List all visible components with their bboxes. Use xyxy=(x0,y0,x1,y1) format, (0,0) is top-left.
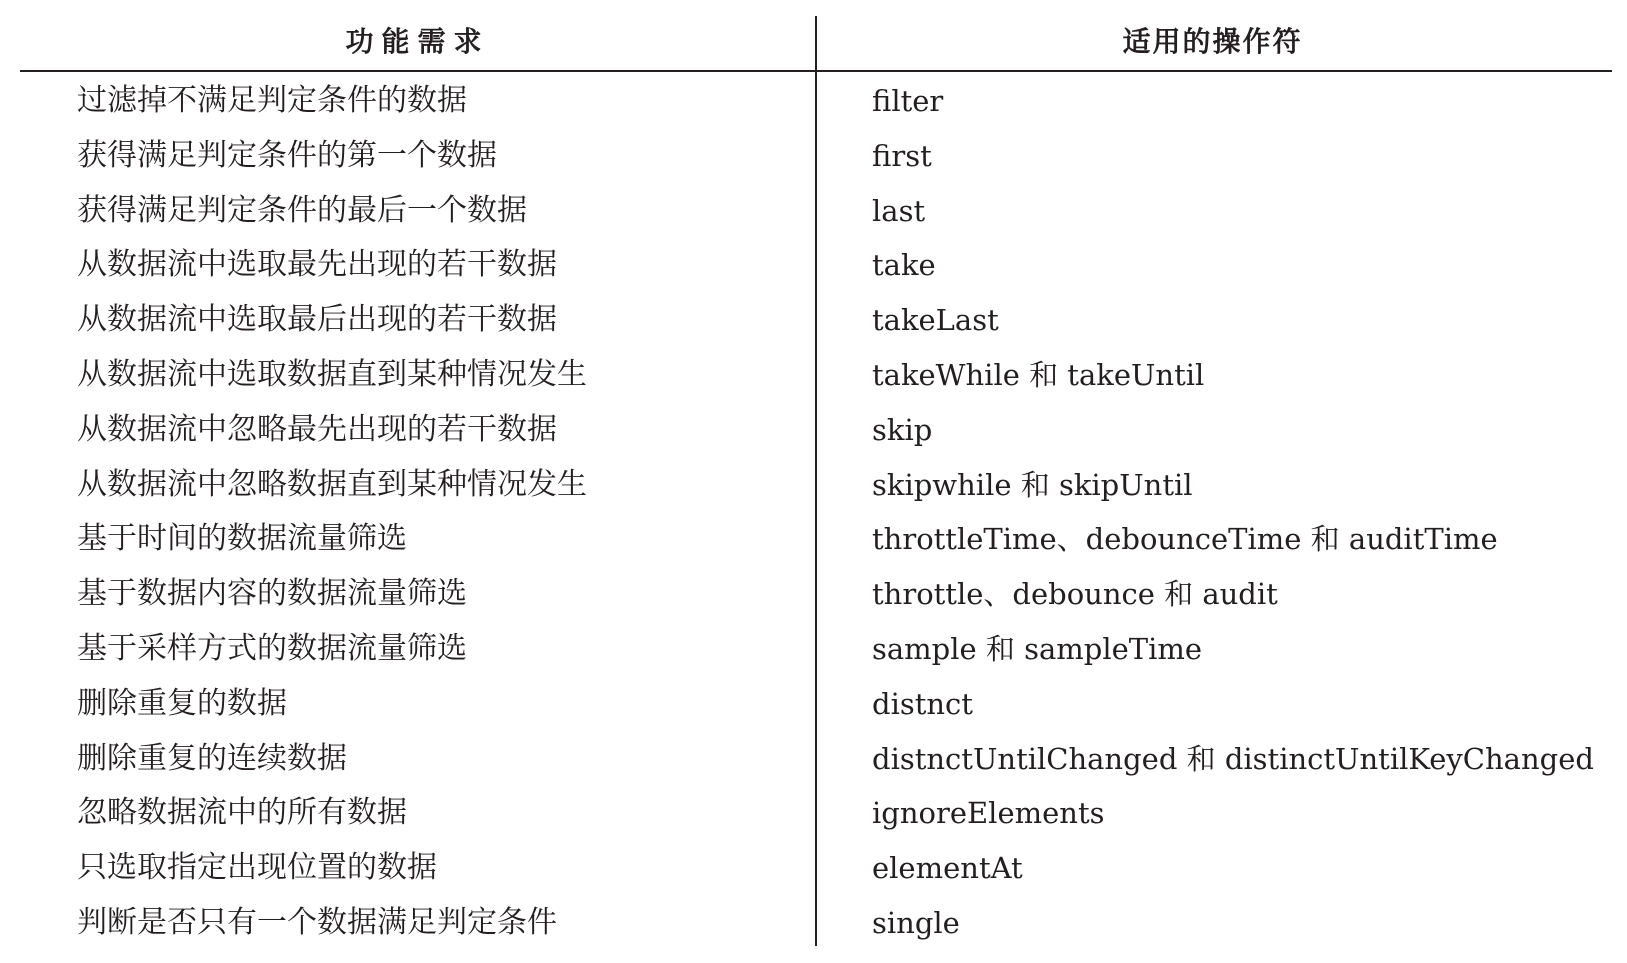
header-operator: 适用的操作符 xyxy=(1122,25,1303,58)
table-row xyxy=(0,731,1627,786)
table-row xyxy=(0,402,1627,457)
table-row xyxy=(0,785,1627,840)
requirement-cell: 过滤掉不满足判定条件的数据 xyxy=(77,83,467,118)
operator-cell: filter xyxy=(872,84,944,118)
table-row xyxy=(0,511,1627,566)
table-header-row xyxy=(0,0,1627,72)
requirement-cell: 从数据流中选取最先出现的若干数据 xyxy=(77,247,557,283)
operator-cell: takeWhile 和 takeUntil xyxy=(872,357,1205,392)
table-row xyxy=(0,292,1627,347)
table-row xyxy=(0,621,1627,676)
table-row xyxy=(0,895,1627,950)
operator-cell: skip xyxy=(872,412,933,447)
requirement-cell: 判断是否只有一个数据满足判定条件 xyxy=(77,904,557,940)
table-row xyxy=(0,237,1627,292)
table-row xyxy=(0,347,1627,402)
table-row xyxy=(0,840,1627,895)
table-row xyxy=(0,566,1627,621)
requirement-cell: 只选取指定出现位置的数据 xyxy=(77,850,437,886)
requirement-cell: 忽略数据流中的所有数据 xyxy=(77,795,407,831)
requirement-cell: 获得满足判定条件的最后一个数据 xyxy=(77,192,527,228)
requirement-cell: 从数据流中选取最后出现的若干数据 xyxy=(77,302,557,338)
operator-cell: elementAt xyxy=(872,851,1023,886)
requirement-cell: 基于采样方式的数据流量筛选 xyxy=(77,630,467,666)
table-row xyxy=(0,676,1627,731)
requirement-cell: 基于数据内容的数据流量筛选 xyxy=(77,576,467,612)
table-row xyxy=(0,128,1627,183)
table-row xyxy=(0,73,1627,128)
table-body xyxy=(0,73,1627,950)
operator-cell: first xyxy=(872,138,932,173)
operator-cell: ignoreElements xyxy=(872,796,1105,831)
requirement-cell: 删除重复的连续数据 xyxy=(77,740,347,776)
requirement-cell: 删除重复的数据 xyxy=(77,685,287,721)
operator-cell: last xyxy=(872,193,926,228)
operator-cell: throttle、debounce 和 audit xyxy=(872,577,1278,612)
operator-cell: take xyxy=(872,248,936,283)
requirement-cell: 从数据流中忽略最先出现的若干数据 xyxy=(77,411,557,447)
operator-cell: takeLast xyxy=(872,303,999,338)
requirement-cell: 获得满足判定条件的第一个数据 xyxy=(77,137,497,173)
operator-cell: distnct xyxy=(872,686,973,721)
operator-cell: throttleTime、debounceTime 和 auditTime xyxy=(872,522,1498,557)
header-requirement: 功能需求 xyxy=(345,25,490,58)
operator-cell: skipwhile 和 skipUntil xyxy=(872,467,1193,502)
requirement-cell: 从数据流中选取数据直到某种情况发生 xyxy=(77,356,587,392)
operator-cell: distnctUntilChanged 和 distinctUntilKeyChanged xyxy=(872,741,1594,776)
operator-cell: single xyxy=(872,905,960,940)
operator-cell: sample 和 sampleTime xyxy=(872,631,1203,666)
table-row xyxy=(0,183,1627,238)
table-row xyxy=(0,457,1627,512)
requirement-cell: 基于时间的数据流量筛选 xyxy=(77,521,407,557)
requirement-cell: 从数据流中忽略数据直到某种情况发生 xyxy=(77,466,587,502)
